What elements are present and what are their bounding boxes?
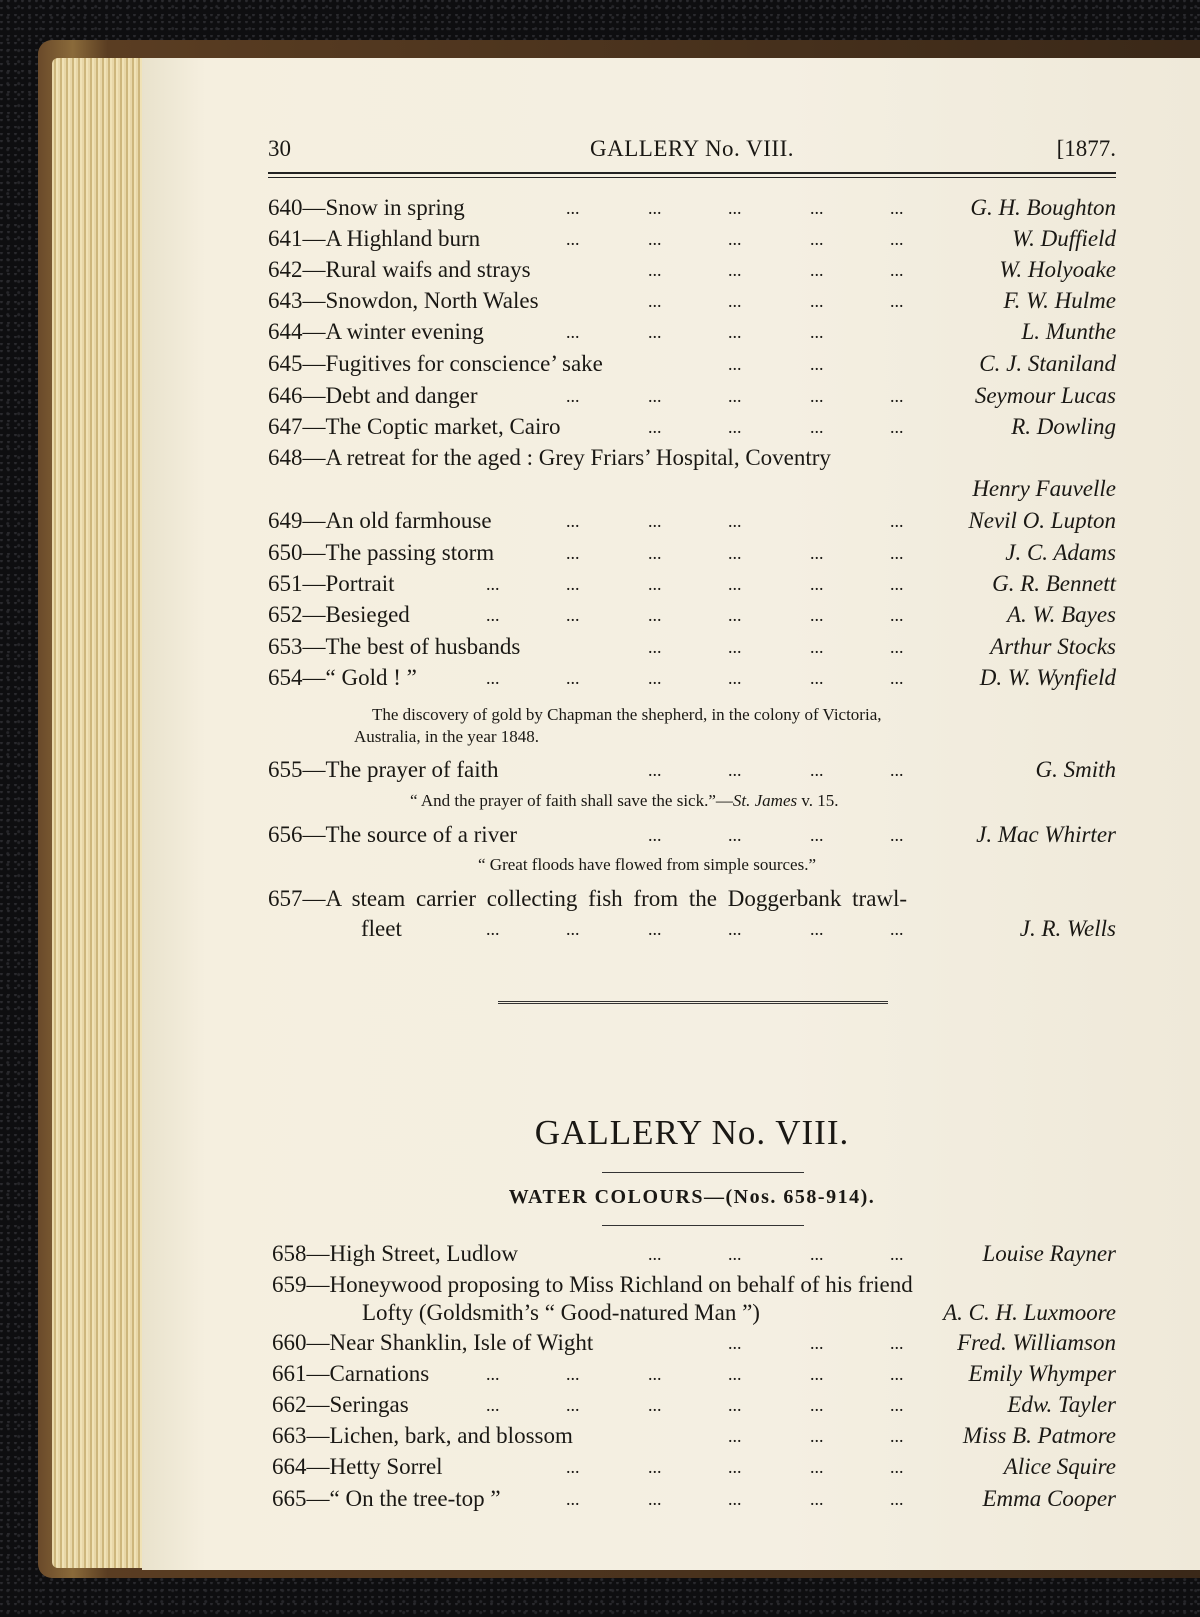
artist-name: R. Dowling <box>1011 414 1116 439</box>
artist-name: G. Smith <box>1035 757 1116 782</box>
gallery-title: GALLERY No. VIII. <box>534 1113 850 1152</box>
title-rule <box>602 1172 804 1173</box>
artist-name: J. C. Adams <box>1005 540 1116 565</box>
running-title: GALLERY No. VIII. <box>590 136 794 161</box>
note-654-line1: The discovery of gold by Chapman the shepherd, in the colony of Victoria, <box>372 705 882 724</box>
artist-name: W. Holyoake <box>999 257 1116 282</box>
entry-662: 662—Seringas ... ... ... ... ... ... Edw. Tayler <box>268 1390 1116 1420</box>
entry-657-cont: fleet ... ... ... ... ... ... J. R. Wells <box>268 914 1116 944</box>
catalogue-page <box>142 58 1200 1570</box>
entry-665: 665—“ On the tree-top ” ... ... ... ... ... Emma Cooper <box>268 1484 1116 1514</box>
entry-661: 661—Carnations ... ... ... ... ... ... Emily Whymper <box>268 1359 1116 1389</box>
note-656: “ Great floods have flowed from simple sources.” <box>478 855 816 874</box>
artist-name: F. W. Hulme <box>1003 288 1116 313</box>
header-rule-thin <box>268 177 1116 178</box>
artist-name: W. Duffield <box>1012 226 1116 251</box>
entry-645: 645—Fugitives for conscience’ sake ... ... C. J. Staniland <box>268 349 1116 379</box>
entry-660: 660—Near Shanklin, Isle of Wight ... ... ... Fred. Williamson <box>268 1328 1116 1358</box>
entry-640: 640—Snow in spring ... ... ... ... ... G. H. Boughton <box>268 193 1116 223</box>
entry-647: 647—The Coptic market, Cairo ... ... ... ... R. Dowling <box>268 412 1116 442</box>
artist-name: Emma Cooper <box>982 1486 1116 1511</box>
gallery-subtitle: WATER COLOURS—(Nos. 658-914). <box>508 1186 876 1208</box>
entry-663: 663—Lichen, bark, and blossom ... ... ... Miss B. Patmore <box>268 1421 1116 1451</box>
entry-664: 664—Hetty Sorrel ... ... ... ... ... Alice Squire <box>268 1452 1116 1482</box>
artist-name: Henry Fauvelle <box>972 476 1116 501</box>
artist-name: G. H. Boughton <box>970 195 1116 220</box>
entry-644: 644—A winter evening ... ... ... ... L. Munthe <box>268 317 1116 347</box>
artist-name: Louise Rayner <box>982 1241 1116 1266</box>
artist-name: J. R. Wells <box>1019 916 1116 941</box>
entry-654: 654—“ Gold ! ” ... ... ... ... ... ... D. W. Wynfield <box>268 663 1116 693</box>
note-654-line2: Australia, in the year 1848. <box>354 727 540 746</box>
artist-name: Miss B. Patmore <box>962 1423 1116 1448</box>
entry-659: 659—Honeywood proposing to Miss Richland on behalf of his friend <box>272 1272 913 1297</box>
artist-name: J. Mac Whirter <box>976 822 1116 847</box>
entry-655: 655—The prayer of faith ... ... ... ... G. Smith <box>268 755 1116 785</box>
entry-656: 656—The source of a river ... ... ... ... J. Mac Whirter <box>268 820 1116 850</box>
artist-name: Emily Whymper <box>968 1361 1116 1386</box>
artist-name: G. R. Bennett <box>992 571 1116 596</box>
page-edges <box>52 58 152 1568</box>
entry-658: 658—High Street, Ludlow ... ... ... ... Louise Rayner <box>268 1239 1116 1269</box>
artist-name: L. Munthe <box>1021 319 1116 344</box>
artist-name: Alice Squire <box>1003 1454 1116 1479</box>
entry-642: 642—Rural waifs and strays ... ... ... ... W. Holyoake <box>268 255 1116 285</box>
page-number: 30 <box>268 136 291 161</box>
note-655: “ And the prayer of faith shall save the sick.”—St. James v. 15. <box>410 791 839 810</box>
header-rule <box>268 172 1116 174</box>
entry-641: 641—A Highland burn ... ... ... ... ... W. Duffield <box>268 224 1116 254</box>
entry-659-cont: Lofty (Goldsmith’s “ Good-natured Man ”) A. C. H. Luxmoore <box>268 1298 1116 1328</box>
subtitle-rule <box>602 1225 804 1226</box>
section-divider <box>498 1001 888 1004</box>
entry-646: 646—Debt and danger ... ... ... ... ... Seymour Lucas <box>268 381 1116 411</box>
entry-643: 643—Snowdon, North Wales ... ... ... ... F. W. Hulme <box>268 286 1116 316</box>
artist-name: Edw. Tayler <box>1007 1392 1116 1417</box>
artist-name: Seymour Lucas <box>974 383 1116 408</box>
entry-649: 649—An old farmhouse ... ... ... ... Nevil O. Lupton <box>268 506 1116 536</box>
artist-name: A. C. H. Luxmoore <box>943 1300 1116 1325</box>
running-header <box>268 136 1116 170</box>
year: [1877. <box>1056 136 1116 161</box>
entry-657: 657—A steam carrier collecting fish from the Doggerbank trawl- <box>268 886 908 911</box>
artist-name: D. W. Wynfield <box>979 665 1116 690</box>
artist-name: A. W. Bayes <box>1006 602 1116 627</box>
artist-name: C. J. Staniland <box>979 351 1116 376</box>
artist-name: Fred. Williamson <box>957 1330 1116 1355</box>
entry-648: 648—A retreat for the aged : Grey Friars’ Hospital, Coventry <box>268 445 831 470</box>
entry-653: 653—The best of husbands ... ... ... ... Arthur Stocks <box>268 632 1116 662</box>
artist-name: Nevil O. Lupton <box>968 508 1116 533</box>
artist-name: Arthur Stocks <box>990 634 1116 659</box>
entry-648-artist-line <box>268 474 1116 504</box>
entry-651: 651—Portrait ... ... ... ... ... ... G. R. Bennett <box>268 569 1116 599</box>
entry-650: 650—The passing storm ... ... ... ... ... J. C. Adams <box>268 538 1116 568</box>
entry-652: 652—Besieged ... ... ... ... ... ... A. W. Bayes <box>268 600 1116 630</box>
